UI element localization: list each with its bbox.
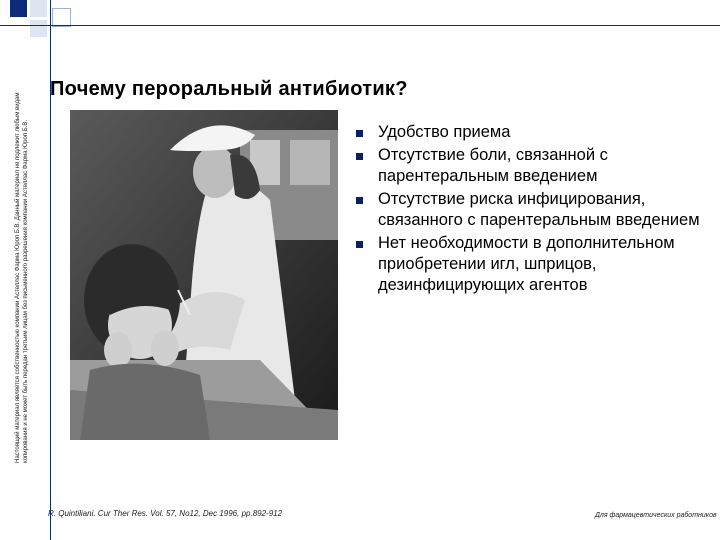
copyright-line-2: копирования и не может быть передан третьим лицам без письменного разрешения компании Астеллас Фарма Юроп Б.В. (23, 119, 29, 463)
copyright-line-1: Настоящий материал является собственностью компании Астеллас Фарма Юроп Б.В. Данный материал не подлежит любым видам (15, 92, 21, 463)
square-bullet-icon (356, 197, 363, 204)
bullet-text: Удобство приема (378, 123, 511, 141)
decor-square (30, 0, 47, 17)
audience-footer: Для фармацевтических работников (595, 512, 717, 519)
bullet-list (350, 122, 700, 298)
square-bullet-icon (356, 153, 363, 160)
bullet-item (350, 233, 700, 296)
citation-footer: R. Quintiliani. Cur Ther Res. Vol. 57, No12, Dec 1996, pp.892-912 (48, 509, 283, 518)
copyright-side-note (14, 63, 48, 463)
bullet-text: Отсутствие боли, связанной с парентеральным введением (378, 146, 608, 185)
bullet-item (350, 189, 700, 231)
bullet-text: Нет необходимости в дополнительном приобретении игл, шприцов, дезинфицирующих агентов (378, 234, 675, 294)
decor-square (30, 20, 47, 37)
slide-title: Почему пероральный антибиотик? (50, 78, 408, 100)
bullet-text: Отсутствие риска инфицирования, связанного с парентеральным введением (378, 190, 700, 229)
nurse-child-photo (70, 110, 338, 440)
horizontal-divider (0, 25, 720, 26)
decor-square (10, 0, 27, 17)
corner-squares-decoration (0, 0, 110, 40)
square-bullet-icon (356, 130, 363, 137)
square-bullet-icon (356, 241, 363, 248)
bullet-item (350, 145, 700, 187)
bullet-item (350, 122, 700, 143)
